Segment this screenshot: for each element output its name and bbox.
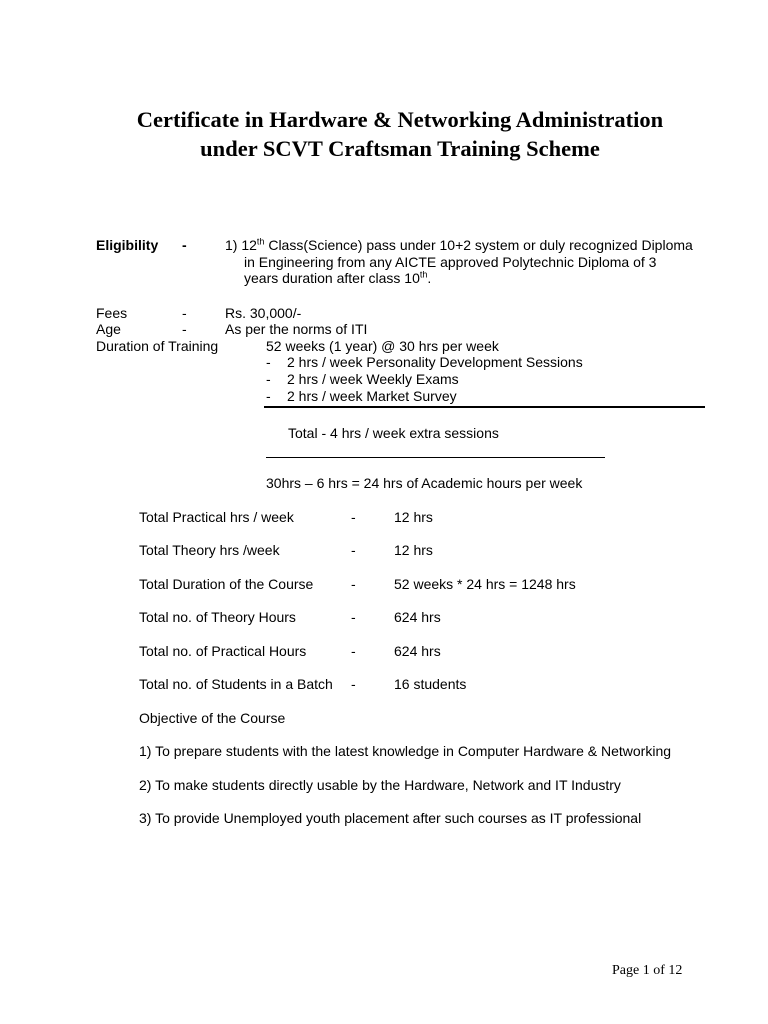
age-value: As per the norms of ITI [225,321,368,337]
session-item: 2 hrs / week Weekly Exams [287,371,459,387]
stat-value: 16 students [394,676,467,692]
eligibility-dash: - [182,237,187,253]
stat-label: Total Duration of the Course [139,576,314,592]
stat-value: 624 hrs [394,609,441,625]
title-line-2: under SCVT Craftsman Training Scheme [200,136,600,161]
stat-dash: - [351,576,356,592]
fees-label: Fees [96,305,128,321]
eligibility-line-3: years duration after class 10th. [244,269,432,286]
stat-label: Total no. of Students in a Batch [139,676,333,692]
title-line-1: Certificate in Hardware & Networking Administration [136,107,664,132]
session-item: 2 hrs / week Market Survey [287,388,457,404]
fees-dash: - [182,305,187,321]
objective-item: 1) To prepare students with the latest knowledge in Computer Hardware & Networking [139,743,672,759]
stat-dash: - [351,643,356,659]
stat-label: Total Practical hrs / week [139,509,294,525]
page-number: Page 1 of 12 [612,963,683,978]
eligibility-line-1: 1) 12th Class(Science) pass under 10+2 system or duly recognized Diploma [225,236,693,253]
duration-label: Duration of Training [96,338,219,354]
stat-dash: - [351,676,356,692]
stat-value: 12 hrs [394,509,433,525]
fees-value: Rs. 30,000/- [225,305,302,321]
objective-item: 3) To provide Unemployed youth placement after such courses as IT professional [139,810,642,826]
session-dash: - [266,388,271,404]
objective-item: 2) To make students directly usable by the Hardware, Network and IT Industry [139,777,621,793]
age-label: Age [96,321,121,337]
stat-label: Total no. of Theory Hours [139,609,296,625]
stat-label: Total Theory hrs /week [139,542,280,558]
stat-value: 624 hrs [394,643,441,659]
session-item: 2 hrs / week Personality Development Sessions [287,354,583,370]
session-dash: - [266,354,271,370]
duration-value: 52 weeks (1 year) @ 30 hrs per week [266,338,499,354]
stat-dash: - [351,509,356,525]
objective-heading: Objective of the Course [139,710,286,726]
eligibility-line-2: in Engineering from any AICTE approved Polytechnic Diploma of 3 [244,254,657,270]
sum-rule [264,406,705,408]
stat-dash: - [351,542,356,558]
stat-label: Total no. of Practical Hours [139,643,307,659]
stat-value: 52 weeks * 24 hrs = 1248 hrs [394,576,576,592]
age-dash: - [182,321,187,337]
total-underline [266,457,605,458]
stat-dash: - [351,609,356,625]
stat-value: 12 hrs [394,542,433,558]
total-extra-sessions: Total - 4 hrs / week extra sessions [288,425,499,441]
eligibility-label: Eligibility [96,237,159,253]
academic-hours: 30hrs – 6 hrs = 24 hrs of Academic hours per week [266,475,583,491]
session-dash: - [266,371,271,387]
